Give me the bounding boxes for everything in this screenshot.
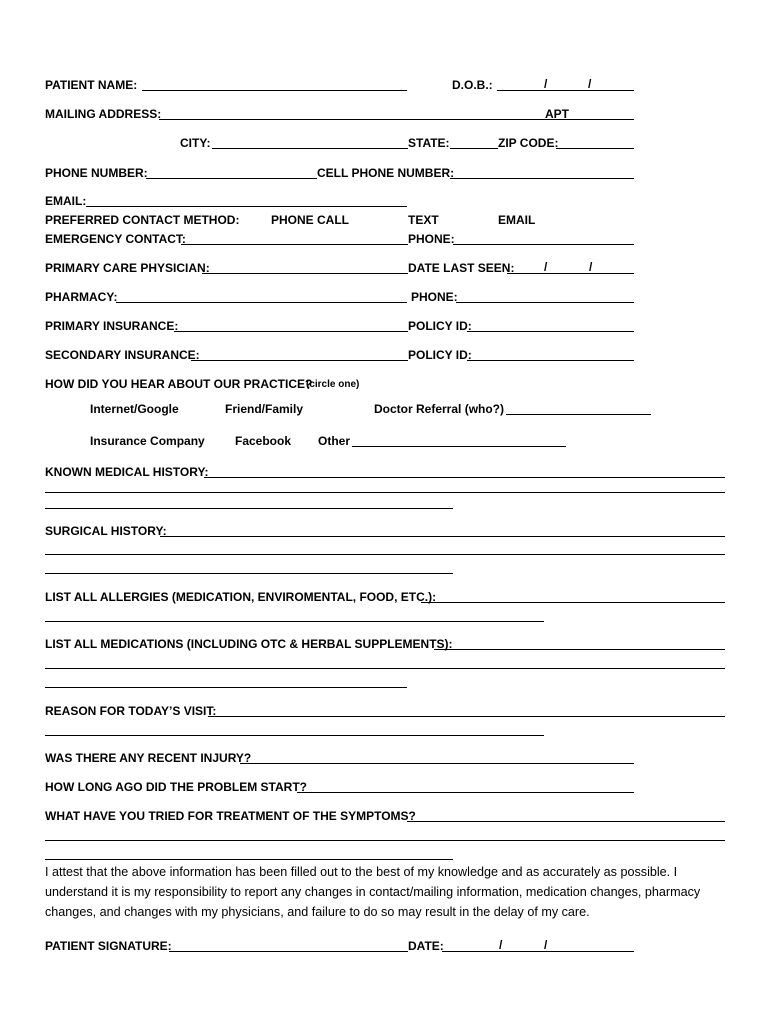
referral-insurance-company[interactable]: Insurance Company — [90, 434, 205, 448]
secondary-insurance-label: SECONDARY INSURANCE: — [45, 348, 200, 362]
dob-field[interactable] — [497, 90, 634, 91]
contact-option-email[interactable]: EMAIL — [498, 213, 536, 227]
tried-treatment-line-3[interactable] — [45, 859, 453, 860]
patient-name-field[interactable] — [142, 90, 407, 91]
pharmacy-label: PHARMACY: — [45, 290, 118, 304]
dob-slash-2: / — [588, 77, 592, 91]
apt-label: APT — [545, 107, 569, 121]
emergency-phone-field[interactable] — [453, 244, 634, 245]
allergies-label: LIST ALL ALLERGIES (MEDICATION, ENVIROMENTAL, FOOD, ETC.): — [45, 590, 437, 604]
tried-treatment-label: WHAT HAVE YOU TRIED FOR TREATMENT OF THE SYMPTOMS? — [45, 809, 416, 823]
circle-one-note: (circle one) — [306, 379, 360, 390]
medications-line-2[interactable] — [45, 668, 725, 669]
signature-date-slash-2: / — [544, 938, 548, 952]
referral-doctor[interactable]: Doctor Referral (who?) — [374, 402, 505, 416]
how-did-you-hear-label: HOW DID YOU HEAR ABOUT OUR PRACTICE? — [45, 377, 313, 391]
cell-phone-field[interactable] — [450, 178, 634, 179]
date-last-seen-field[interactable] — [507, 273, 634, 274]
zip-code-label: ZIP CODE: — [498, 136, 559, 150]
email-field[interactable] — [86, 206, 407, 207]
secondary-policy-id-label: POLICY ID: — [408, 348, 472, 362]
pcp-label: PRIMARY CARE PHYSICIAN: — [45, 261, 210, 275]
last-seen-slash-1: / — [544, 260, 548, 274]
primary-policy-id-field[interactable] — [467, 331, 634, 332]
preferred-contact-label: PREFERRED CONTACT METHOD: — [45, 213, 240, 227]
secondary-policy-id-field[interactable] — [467, 360, 634, 361]
tried-treatment-line-1[interactable] — [407, 821, 725, 822]
city-field[interactable] — [212, 148, 408, 149]
signature-date-label: DATE: — [408, 939, 444, 953]
contact-option-text[interactable]: TEXT — [408, 213, 439, 227]
reason-for-visit-line-1[interactable] — [208, 716, 725, 717]
emergency-contact-label: EMERGENCY CONTACT: — [45, 232, 186, 246]
date-last-seen-label: DATE LAST SEEN: — [408, 261, 515, 275]
dob-slash-1: / — [544, 77, 548, 91]
surgical-history-line-3[interactable] — [45, 573, 453, 574]
city-label: CITY: — [180, 136, 211, 150]
how-long-ago-label: HOW LONG AGO DID THE PROBLEM START? — [45, 780, 307, 794]
attestation-paragraph: I attest that the above information has been filled out to the best of my knowledge and as accurately as possible. I understand it is my responsibility to report any changes in contact/mailing information, medication changes, pharmacy changes, and changes with my physicians, and failure to do so may result in the delay of my care. — [45, 865, 701, 919]
primary-insurance-field[interactable] — [174, 331, 408, 332]
pcp-field[interactable] — [202, 273, 408, 274]
state-label: STATE: — [408, 136, 450, 150]
medical-history-line-1[interactable] — [204, 477, 725, 478]
cell-phone-label: CELL PHONE NUMBER: — [317, 166, 455, 180]
mailing-address-label: MAILING ADDRESS: — [45, 107, 162, 121]
pharmacy-phone-label: PHONE: — [411, 290, 458, 304]
signature-date-slash-1: / — [499, 938, 503, 952]
last-seen-slash-2: / — [589, 260, 593, 274]
patient-name-label: PATIENT NAME: — [45, 78, 138, 92]
how-long-ago-field[interactable] — [297, 792, 634, 793]
surgical-history-line-2[interactable] — [45, 554, 725, 555]
allergies-line-2[interactable] — [45, 621, 544, 622]
medical-history-line-2[interactable] — [45, 492, 725, 493]
referral-other[interactable]: Other — [318, 434, 351, 448]
phone-number-label: PHONE NUMBER: — [45, 166, 148, 180]
dob-label: D.O.B.: — [452, 78, 493, 92]
tried-treatment-line-2[interactable] — [45, 840, 725, 841]
zip-code-field[interactable] — [556, 148, 634, 149]
medical-history-label: KNOWN MEDICAL HISTORY: — [45, 465, 209, 479]
signature-date-field[interactable] — [442, 951, 634, 952]
surgical-history-line-1[interactable] — [160, 536, 725, 537]
pharmacy-phone-field[interactable] — [456, 302, 634, 303]
medications-line-3[interactable] — [45, 687, 407, 688]
reason-for-visit-label: REASON FOR TODAY’S VISIT: — [45, 704, 217, 718]
referral-friend-family[interactable]: Friend/Family — [225, 402, 304, 416]
recent-injury-field[interactable] — [240, 763, 634, 764]
reason-for-visit-line-2[interactable] — [45, 735, 544, 736]
patient-signature-field[interactable] — [169, 951, 408, 952]
email-label: EMAIL: — [45, 194, 87, 208]
medical-history-line-3[interactable] — [45, 508, 453, 509]
secondary-insurance-field[interactable] — [191, 360, 408, 361]
allergies-line-1[interactable] — [421, 602, 725, 603]
state-field[interactable] — [450, 148, 498, 149]
referral-internet-google[interactable]: Internet/Google — [90, 402, 179, 416]
medications-line-1[interactable] — [434, 649, 725, 650]
emergency-phone-label: PHONE: — [408, 232, 455, 246]
contact-option-phone-call[interactable]: PHONE CALL — [271, 213, 349, 227]
surgical-history-label: SURGICAL HISTORY: — [45, 524, 167, 538]
pharmacy-field[interactable] — [116, 302, 407, 303]
primary-policy-id-label: POLICY ID: — [408, 319, 472, 333]
emergency-contact-field[interactable] — [181, 244, 408, 245]
referral-other-field[interactable] — [352, 446, 566, 447]
recent-injury-label: WAS THERE ANY RECENT INJURY? — [45, 751, 252, 765]
medications-label: LIST ALL MEDICATIONS (INCLUDING OTC & HERBAL SUPPLEMENTS): — [45, 637, 453, 651]
primary-insurance-label: PRIMARY INSURANCE: — [45, 319, 179, 333]
referral-doctor-field[interactable] — [506, 414, 651, 415]
referral-facebook[interactable]: Facebook — [235, 434, 292, 448]
phone-number-field[interactable] — [146, 178, 317, 179]
patient-signature-label: PATIENT SIGNATURE: — [45, 939, 172, 953]
